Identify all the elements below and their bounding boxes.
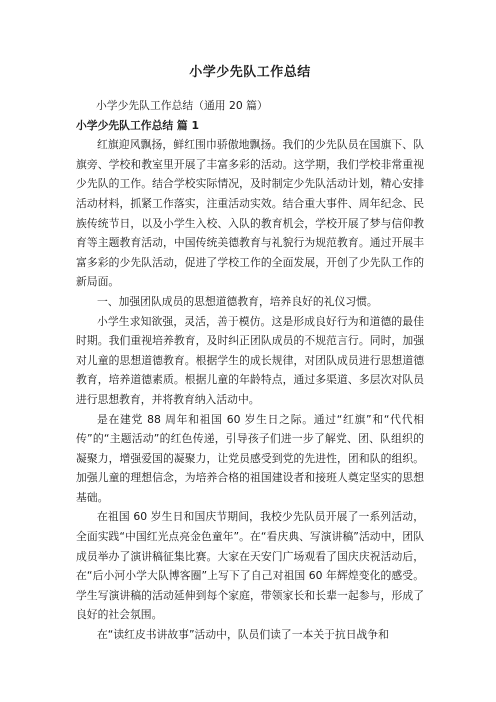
paragraph: 小学生求知欲强，灵活，善于模仿。这是形成良好行为和道德的最佳时期。我们重视培养教育，及时纠正团队成员的不规范言行。同时，加强对儿童的思想道德教育。根据学生的成长规律，对团队成员进行思想道德教育，培养道德素质。根据儿童的年龄特点，通过多渠道、多层次对队员进行思想教育，并将教育纳入活动中。 <box>76 314 424 406</box>
paragraph: 是在建党 88 周年和祖国 60 岁生日之际。通过“红旗”和“代代相传”的“主题活动”的红色传递，引导孩子们进一步了解党、团、队组织的凝聚力，增强爱国的凝聚力，让党员感受到党的先进性，团和队的组织。加强儿童的理想信念，为培养合格的祖国建设者和接班人奠定坚实的思想基础。 <box>76 412 424 504</box>
paragraph: 在“读红皮书讲故事”活动中，队员们读了一本关于抗日战争和 <box>97 628 389 642</box>
section-heading: 小学少先队工作总结 篇 1 <box>76 118 199 132</box>
document-title: 小学少先队工作总结 <box>189 65 311 80</box>
paragraph: 红旗迎风飘扬，鲜红围巾骄傲地飘扬。我们的少先队员在国旗下、队旗旁、学校和教室里开展了丰富多彩的活动。这学期，我们学校非常重视少先队的工作。结合学校实际情况，及时制定少先队活动计划，精心安排活动材料，抓紧工作落实，注重活动实效。结合重大事件、周年纪念、民族传统节日，以及小学生入校、入队的教育机会，学校开展了梦与信仰教育等主题教育活动，中国传统美德教育与礼貌行为规范教育。通过开展丰富多彩的少先队活动，促进了学校工作的全面发展，开创了少先队工作的新局面。 <box>76 138 424 289</box>
paragraph: 一、加强团队成员的思想道德教育，培养良好的礼仪习惯。 <box>97 294 378 308</box>
document-subtitle: 小学少先队工作总结（通用 20 篇） <box>96 99 268 112</box>
paragraph: 在祖国 60 岁生日和国庆节期间，我校少先队员开展了一系列活动，全面实践“中国红光点亮金色童年”。在“看庆典、写演讲稿”活动中，团队成员举办了演讲稿征集比赛。大家在天安门广场观看了国庆庆祝活动后，在“后小河小学大队博客圈”上写下了自己对祖国 60 年辉煌变化的感受。学生写演讲稿的活动延伸到每个家庭，带领家长和长辈一起参与，形成了良好的社会氛围。 <box>76 510 424 622</box>
